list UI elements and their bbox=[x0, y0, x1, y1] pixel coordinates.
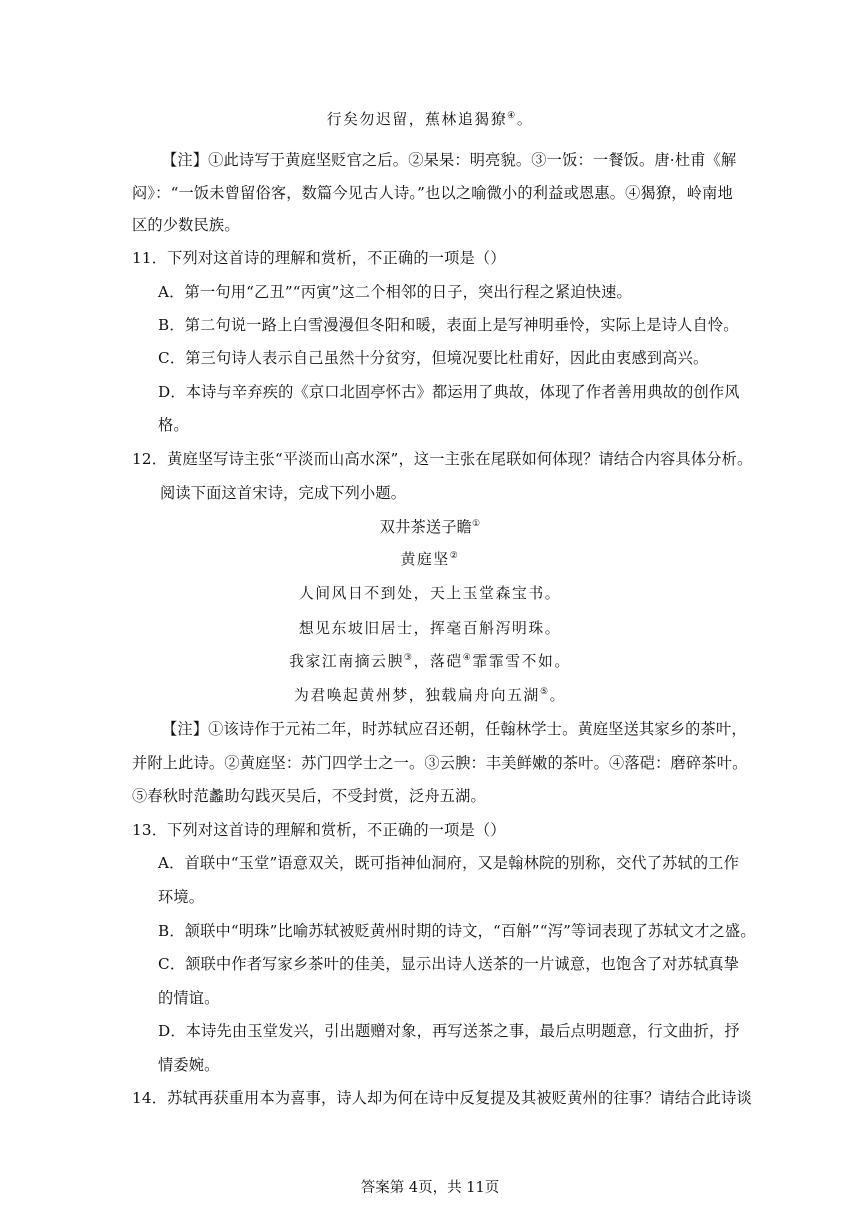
q13-option-a-line2: 环境。 bbox=[158, 888, 205, 906]
q11-option-c: C．第三句诗人表示自己虽然十分贫穷，但境况要比杜甫好，因此由衷感到高兴。 bbox=[158, 349, 709, 367]
poem2-line1: 人间风日不到处，天上玉堂森宝书。 bbox=[298, 585, 562, 602]
poem2-line3: 我家江南摘云腴③，落硙④霏霏雪不如。 bbox=[289, 653, 571, 670]
note2-line2: 并附上此诗。②黄庭坚：苏门四学士之一。③云腴：丰美鲜嫩的茶叶。④落硙：磨碎茶叶。 bbox=[132, 754, 748, 772]
q13-option-d-line1: D．本诗先由玉堂发兴，引出题赠对象，再写送茶之事，最后点明题意，行文曲折，抒 bbox=[158, 1022, 740, 1040]
q13-option-c-line1: C．颔联中作者写家乡茶叶的佳美，显示出诗人送茶的一片诚意，也饱含了对苏轼真挚 bbox=[158, 955, 740, 973]
note2-line1: 【注】①该诗作于元祐二年，时苏轼应召还朝，任翰林学士。黄庭坚送其家乡的茶叶， bbox=[162, 720, 747, 738]
q13-option-d-line2: 情委婉。 bbox=[158, 1056, 220, 1074]
question-14: 14．苏轼再获重用本为喜事，诗人却为何在诗中反复提及其被贬黄州的往事？请结合此诗谈 bbox=[132, 1089, 752, 1107]
note1-line1: 【注】①此诗写于黄庭坚贬官之后。②杲杲：明亮貌。③一饭：一餐饭。唐·杜甫《解 bbox=[162, 151, 737, 169]
q13-option-c-line2: 的情谊。 bbox=[158, 989, 220, 1007]
poem1-last-line: 行矣勿迟留，蕉林追猲獠④。 bbox=[326, 111, 534, 128]
question-12: 12．黄庭坚写诗主张“平淡而山高水深”，这一主张在尾联如何体现？请结合内容具体分析。 bbox=[132, 450, 753, 468]
note1-line2: 闷》：“一饭未曾留俗客，数篇今见古人诗。”也以之喻微小的利益或恩惠。④猲獠，岭南地 bbox=[132, 184, 733, 202]
poem2-line2: 想见东坡旧居士，挥毫百斛泻明珠。 bbox=[298, 620, 562, 637]
question-11-stem: 11．下列对这首诗的理解和赏析，不正确的一项是（） bbox=[132, 249, 506, 267]
q13-option-a-line1: A．首联中“玉堂”语意双关，既可指神仙洞府，又是翰林院的别称，交代了苏轼的工作 bbox=[158, 854, 740, 872]
q11-option-a: A．第一句用“乙丑”“丙寅”这二个相邻的日子，突出行程之紧迫快速。 bbox=[158, 283, 632, 301]
note1-line3: 区的少数民族。 bbox=[132, 216, 240, 234]
poem2-title: 双井茶送子瞻① bbox=[379, 518, 481, 536]
poem2-line4: 为君唤起黄州梦，独载扁舟向五湖⑤。 bbox=[293, 687, 567, 704]
page-footer: 答案第 4页，共 11页 bbox=[360, 1180, 500, 1196]
poem2-author: 黄庭坚② bbox=[400, 551, 460, 568]
q11-option-d-line1: D．本诗与辛弃疾的《京口北固亭怀古》都运用了典故，体现了作者善用典故的创作风 bbox=[158, 383, 740, 401]
q11-option-b: B．第二句说一路上白雪漫漫但冬阳和暖，表面上是写神明垂怜，实际上是诗人自怜。 bbox=[158, 316, 739, 334]
note2-line3: ⑤春秋时范蠡助勾践灭吴后，不受封赏，泛舟五湖。 bbox=[132, 787, 486, 805]
q13-option-b: B．颔联中“明珠”比喻苏轼被贬黄州时期的诗文，“百斛”“泻”等词表现了苏轼文才之盛。 bbox=[158, 922, 756, 940]
q11-option-d-line2: 格。 bbox=[158, 416, 189, 434]
question-13-stem: 13．下列对这首诗的理解和赏析，不正确的一项是（） bbox=[132, 821, 506, 839]
reading-intro: 阅读下面这首宋诗，完成下列小题。 bbox=[160, 484, 407, 502]
